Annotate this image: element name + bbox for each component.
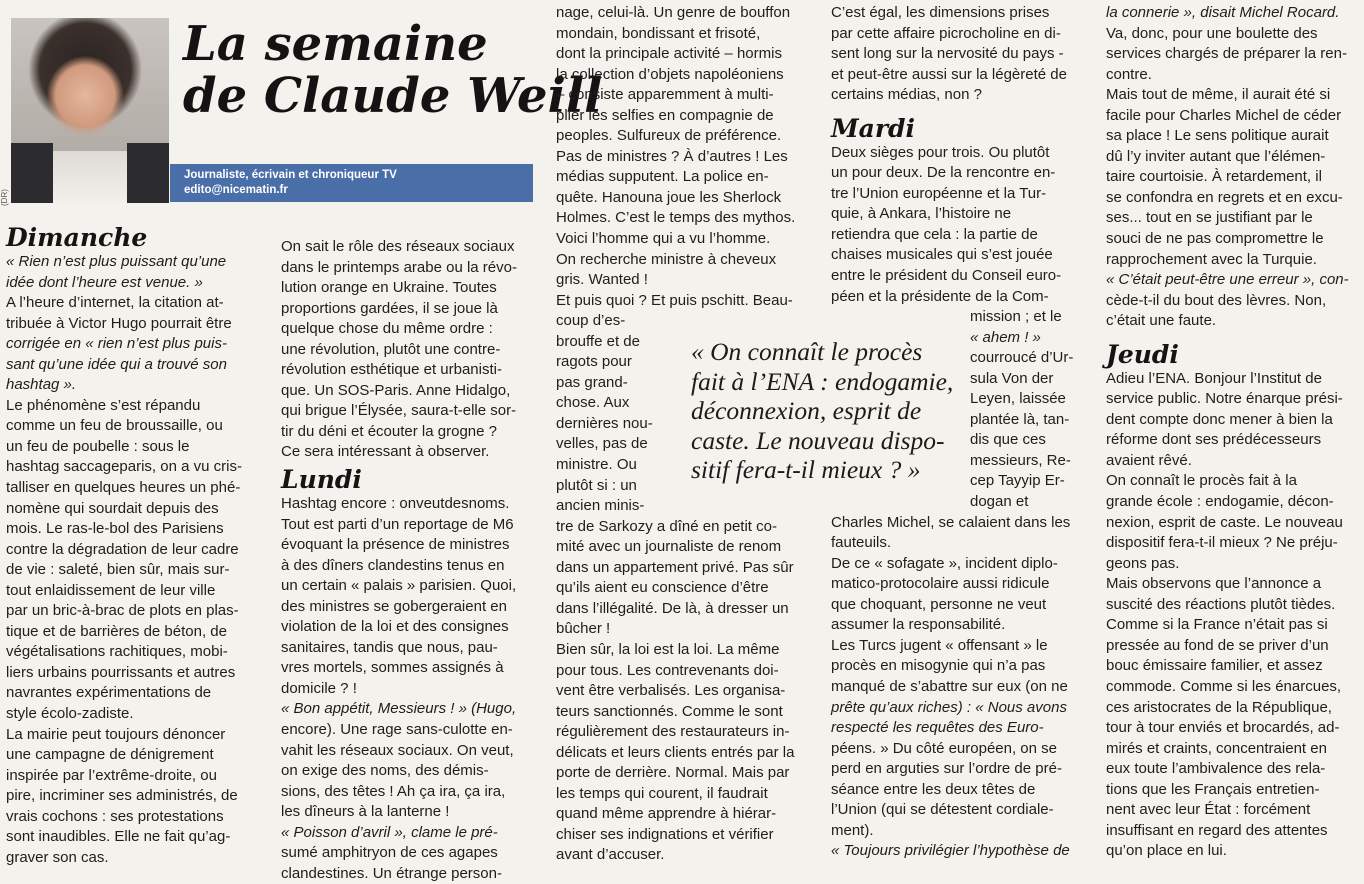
text-line: comme un feu de broussaille, ou xyxy=(6,417,223,435)
text-line: par un bric-à-brac de plots en plas- xyxy=(6,602,239,620)
text-line: fauteuils. xyxy=(831,534,892,552)
text-line: sula Von der xyxy=(970,369,1054,387)
text-line: c’était une faute. xyxy=(1106,312,1217,330)
text-line: velles, pas de xyxy=(556,435,648,453)
text-line: séance entre les deux têtes de xyxy=(831,780,1036,798)
text-line: plier les selfies en compagnie de xyxy=(556,106,774,124)
text-line: tique et de barrières de béton, de xyxy=(6,622,227,640)
text-line: régulièrement des restaurateurs in- xyxy=(556,723,790,741)
text-line: « Poisson d’avril », clame le pré- xyxy=(281,823,498,841)
text-line: « C’était peut-être une erreur », con- xyxy=(1106,271,1349,289)
text-line: se confondra en regrets et en excu- xyxy=(1106,188,1343,206)
text-line: entre le président du Conseil euro- xyxy=(831,267,1062,285)
text-line: pire, incriminer ses administrés, de xyxy=(6,787,238,805)
text-line: médias supputent. La police en- xyxy=(556,168,769,186)
text-line: une révolution, plutôt une contre- xyxy=(281,340,501,358)
text-line: Charles Michel, se calaient dans les xyxy=(831,513,1071,531)
text-line: Adieu l’ENA. Bonjour l’Institut de xyxy=(1106,369,1322,387)
text-line: respecté les requêtes des Euro- xyxy=(831,719,1044,737)
text-line: insuffisant en regard des attentes xyxy=(1106,821,1328,839)
byline-bar xyxy=(170,164,533,202)
text-line: caste. Le nouveau dispo- xyxy=(691,425,945,455)
text-line: ment). xyxy=(831,821,874,839)
text-line: vrais cochons : ses protestations xyxy=(6,807,224,825)
text-line: facile pour Charles Michel de céder xyxy=(1106,106,1342,124)
text-line: réforme dont ses prédécesseurs xyxy=(1106,431,1322,449)
text-line: nexion, esprit de caste. Le nouveau xyxy=(1106,513,1343,531)
text-line: mirés et craints, concentraient en xyxy=(1106,739,1327,757)
text-line: hashtag saccageparis, on a vu cris- xyxy=(6,458,242,476)
text-line: nomène qui sourdait depuis des xyxy=(6,499,219,517)
text-line: et peut-être aussi sur la légèreté de xyxy=(831,65,1067,83)
text-line: la connerie », disait Michel Rocard. xyxy=(1106,4,1340,21)
text-line: avaient rêvé. xyxy=(1106,451,1192,469)
text-line: fait à l’ENA : endogamie, xyxy=(691,366,954,396)
text-line: de vie : saleté, bien sûr, mais sur- xyxy=(6,561,230,579)
text-line: contre la dégradation de leur cadre xyxy=(6,540,239,558)
text-line: Et puis quoi ? Et puis pschitt. Beau- xyxy=(556,291,793,309)
text-line: souci de ne pas compromettre le xyxy=(1106,230,1324,248)
text-line: manqué de s’abattre sur eux (on ne xyxy=(831,677,1068,695)
text-line: messieurs, Re- xyxy=(970,451,1071,469)
text-line: sa place ! Le sens politique aurait xyxy=(1106,127,1329,145)
text-line: dent compte donc mener à bien la xyxy=(1106,410,1333,428)
column-lundi xyxy=(281,237,543,884)
text-line: à des dîners clandestins tenus en xyxy=(281,556,505,574)
text-line: avant d’accuser. xyxy=(556,846,665,864)
text-line: Comme si la France n’était pas si xyxy=(1106,616,1328,634)
text-line: Pas de ministres ? À d’autres ! Les xyxy=(556,147,788,165)
text-line: proportions gardées, il se joue là xyxy=(281,299,498,317)
text-line: vent être verbalisés. Les organisa- xyxy=(556,682,786,700)
text-line: péens. » Du côté européen, on se xyxy=(831,739,1057,757)
text-line: qu’ils aient eu conscience d’être xyxy=(556,579,769,597)
text-line: graver son cas. xyxy=(6,848,109,866)
text-line: talliser en quelques heures un phé- xyxy=(6,479,241,497)
text-line: corrigée en « rien n’est plus puis- xyxy=(6,335,227,353)
text-line: péen et la présidente de la Com- xyxy=(831,287,1049,305)
text-line: commode. Comme si les énarcues, xyxy=(1106,677,1342,695)
text-line: Mais tout de même, il aurait été si xyxy=(1106,86,1331,104)
text-line: par cette affaire picrocholine en di- xyxy=(831,24,1061,42)
text-line: idée dont l’heure est venue. » xyxy=(6,273,203,291)
text-line: cède-t-il du bout des lèvres. Non, xyxy=(1106,291,1327,309)
text-line: la collection d’objets napoléoniens xyxy=(556,65,784,83)
text-line: « ahem ! » xyxy=(970,328,1041,346)
title-line-2: de Claude Weill xyxy=(183,68,603,124)
text-line: mois. Le ras-le-bol des Parisiens xyxy=(6,520,224,538)
text-line: sant qu’une idée qui a trouvé son xyxy=(6,355,227,373)
text-line: hashtag ». xyxy=(6,376,77,394)
byline-email: edito@nicematin.fr xyxy=(184,184,288,196)
text-line: un certain « palais » parisien. Quoi, xyxy=(281,577,517,595)
column-mardi xyxy=(831,3,1093,862)
text-line: encore). Une rage sans-culotte en- xyxy=(281,721,513,739)
text-line: rapprochement avec la Turquie. xyxy=(1106,250,1317,268)
text-line: Le phénomène s’est répandu xyxy=(6,396,201,414)
text-line: sitif fera-t-il mieux ? » xyxy=(691,455,921,484)
text-line: chiser ses indignations et vérifier xyxy=(556,825,774,843)
text-line: violation de la loi et des consignes xyxy=(281,618,509,636)
text-line: chaises musicales qui s’est jouée xyxy=(831,246,1053,264)
text-line: une campagne de dénigrement xyxy=(6,746,214,764)
text-line: certains médias, non ? xyxy=(831,86,982,104)
text-line: vres mortels, sommes assignés à xyxy=(281,659,504,677)
text-line: un feu de poubelle : sous le xyxy=(6,437,190,455)
text-line: Bien sûr, la loi est la loi. La même xyxy=(556,640,780,658)
text-line: quie, à Ankara, l’histoire ne xyxy=(831,205,1012,223)
text-line: courroucé d’Ur- xyxy=(970,349,1074,367)
byline-role: Journaliste, écrivain et chroniqueur TV xyxy=(184,169,397,181)
text-line: contre. xyxy=(1106,65,1152,83)
text-line: dans un appartement privé. Pas sûr xyxy=(556,558,794,576)
text-line: inspirée par l’extrême-droite, ou xyxy=(6,766,217,784)
text-line: brouffe et de xyxy=(556,332,640,350)
text-line: Les Turcs jugent « offensant » le xyxy=(831,636,1048,654)
text-line: gris. Wanted ! xyxy=(556,271,648,289)
text-line: des ministres se gobergeraient en xyxy=(281,597,507,615)
text-line: tre l’Union européenne et la Tur- xyxy=(831,184,1047,202)
text-line: bouc émissaire familier, et assez xyxy=(1106,657,1323,675)
text-line: plutôt si : un xyxy=(556,476,637,494)
text-line: dans le printemps arabe ou la révo- xyxy=(281,258,517,276)
author-photo xyxy=(11,18,169,203)
text-line: dispositif fera-t-il mieux ? Ne préju- xyxy=(1106,534,1338,552)
heading-jeudi: Jeudi xyxy=(1106,339,1179,369)
text-line: tir du déni et écouter la grogne ? xyxy=(281,422,497,440)
text-line: que choquant, personne ne veut xyxy=(831,595,1047,613)
text-line: dans l’illégalité. De là, à dresser un xyxy=(556,599,789,617)
text-line: porte de derrière. Normal. Mais par xyxy=(556,764,790,782)
text-line: assumer la responsabilité. xyxy=(831,616,1006,634)
text-line: procès en misogynie qui n’a pas xyxy=(831,657,1046,675)
text-line: retiendra que cela : la partie de xyxy=(831,225,1038,243)
text-line: C’est égal, les dimensions prises xyxy=(831,4,1050,21)
text-line: Voici l’homme qui a vu l’homme. xyxy=(556,230,771,248)
text-line: matico-protocolaire aussi ridicule xyxy=(831,575,1050,593)
text-line: quête. Hanouna joue les Sherlock xyxy=(556,188,782,206)
text-line: sent long sur la nervosité du pays - xyxy=(831,45,1064,63)
text-line: « On connaît le procès xyxy=(691,337,923,366)
text-line: dogan et xyxy=(970,493,1029,511)
text-line: dernières nou- xyxy=(556,414,653,432)
text-line: prête qu’aux riches) : « Nous avons xyxy=(831,698,1067,716)
text-line: liers urbains pourrissants et autres xyxy=(6,663,236,681)
text-line: sions, des têtes ! Ah ça ira, ça ira, xyxy=(281,782,506,800)
text-line: Holmes. C’est le temps des mythos. xyxy=(556,209,796,227)
text-line: ces aristocrates de la République, xyxy=(1106,698,1332,716)
text-line: mité avec un journaliste de renom xyxy=(556,538,782,556)
text-line: vahit les réseaux sociaux. On veut, xyxy=(281,741,514,759)
text-line: Leyen, laissée xyxy=(970,390,1066,408)
text-line: délicats et leurs clients entrés par la xyxy=(556,743,795,761)
text-line: dis que ces xyxy=(970,431,1046,449)
text-line: Mais observons que l’annonce a xyxy=(1106,575,1322,593)
text-line: dont la principale activité – hormis xyxy=(556,45,782,63)
text-line: services chargés de préparer la ren- xyxy=(1106,45,1347,63)
text-line: un pour deux. De la rencontre en- xyxy=(831,164,1056,182)
column-jeudi xyxy=(1106,3,1362,862)
text-line: que. Un SOS-Paris. Anne Hidalgo, xyxy=(281,381,511,399)
text-line: tre de Sarkozy a dîné en petit co- xyxy=(556,517,777,535)
text-line: mondain, bondissant et frisoté, xyxy=(556,24,761,42)
text-line: évoquant la présence de ministres xyxy=(281,536,510,554)
text-line: tour à tour enviés et brocardés, ad- xyxy=(1106,719,1340,737)
text-line: dû l’y inviter autant que l’élémen- xyxy=(1106,147,1326,165)
heading-lundi: Lundi xyxy=(281,465,362,495)
text-line: – consiste apparemment à multi- xyxy=(556,86,774,104)
text-line: tions que les Français entretien- xyxy=(1106,780,1320,798)
text-line: Hashtag encore : onveutdesnoms. xyxy=(281,495,510,513)
text-line: « Rien n’est plus puissant qu’une xyxy=(6,253,227,270)
text-line: sanitaires, tandis que nous, pau- xyxy=(281,638,498,656)
text-line: nage, celui-là. Un genre de bouffon xyxy=(556,4,791,21)
photo-credit: (DR) xyxy=(0,189,9,206)
column-dimanche xyxy=(6,224,268,868)
text-line: service public. Notre énarque prési- xyxy=(1106,390,1343,408)
text-line: On connaît le procès fait à la xyxy=(1106,472,1297,490)
text-line: Va, donc, pour une boulette des xyxy=(1106,24,1318,42)
text-line: navrantes expérimentations de xyxy=(6,684,212,702)
text-line: ses... tout en se justifiant par le xyxy=(1106,209,1313,227)
text-line: coup d’es- xyxy=(556,312,626,330)
text-line: A l’heure d’internet, la citation at- xyxy=(6,294,224,312)
text-line: peoples. Sulfureux de préférence. xyxy=(556,127,782,145)
column-title xyxy=(183,16,603,124)
text-line: les dîneurs à la lanterne ! xyxy=(281,803,450,821)
text-line: eux toute l’ambivalence des rela- xyxy=(1106,760,1326,778)
text-line: Ce sera intéressant à observer. xyxy=(281,443,490,461)
text-line: qui brigue l’Élysée, saura-t-elle sor- xyxy=(281,402,517,420)
text-line: plantée là, tan- xyxy=(970,410,1070,428)
text-line: Tout est parti d’un reportage de M6 xyxy=(281,515,514,533)
text-line: bûcher ! xyxy=(556,620,611,638)
text-line: qu’on place en lui. xyxy=(1106,842,1227,860)
text-line: pressée au fond de se priver d’un xyxy=(1106,636,1329,654)
text-line: quand même apprendre à hiérar- xyxy=(556,805,777,823)
text-line: « Bon appétit, Messieurs ! » (Hugo, xyxy=(281,700,517,718)
text-line: On sait le rôle des réseaux sociaux xyxy=(281,238,515,255)
text-line: révolution esthétique et urbanisti- xyxy=(281,361,502,379)
text-line: ancien minis- xyxy=(556,497,645,515)
text-line: cep Tayyip Er- xyxy=(970,472,1065,490)
text-line: clandestines. Un étrange person- xyxy=(281,864,502,882)
text-line: sont inaudibles. Elle ne fait qu’ag- xyxy=(6,828,231,846)
text-line: lution orange en Ukraine. Toutes xyxy=(281,279,497,297)
text-line: ragots pour xyxy=(556,353,632,371)
text-line: chose. Aux xyxy=(556,394,630,412)
text-line: grande école : endogamie, décon- xyxy=(1106,493,1334,511)
text-line: l’Union (qui se détestent cordiale- xyxy=(831,801,1054,819)
text-line: on exige des noms, des démis- xyxy=(281,762,489,780)
text-line: végétalisations rachitiques, mobi- xyxy=(6,643,228,661)
text-line: les temps qui courent, il faudrait xyxy=(556,784,768,802)
heading-mardi: Mardi xyxy=(831,113,916,143)
title-line-1: La semaine xyxy=(183,16,488,72)
text-line: « Toujours privilégier l’hypothèse de xyxy=(831,842,1070,860)
text-line: nent avec leur État : forcément xyxy=(1106,801,1311,819)
text-line: On recherche ministre à cheveux xyxy=(556,250,777,268)
text-line: sumé amphitryon de ces agapes xyxy=(281,844,498,862)
text-line: pas grand- xyxy=(556,373,628,391)
text-line: suscité des réactions plutôt tièdes. xyxy=(1106,595,1336,613)
text-line: domicile ? ! xyxy=(281,679,357,697)
text-line: pour tous. Les contrevenants doi- xyxy=(556,661,779,679)
text-line: teurs sanctionnés. Comme le sont xyxy=(556,702,783,720)
text-line: déconnexion, esprit de xyxy=(691,396,922,425)
text-line: mission ; et le xyxy=(970,308,1062,326)
text-line: Deux sièges pour trois. Ou plutôt xyxy=(831,143,1050,161)
text-line: La mairie peut toujours dénoncer xyxy=(6,725,226,743)
text-line: geons pas. xyxy=(1106,554,1180,572)
text-line: tout enlaidissement de leur ville xyxy=(6,581,216,599)
text-line: quelque chose du même ordre : xyxy=(281,320,493,338)
text-line: style écolo-zadiste. xyxy=(6,705,134,723)
text-line: perd en arguties sur l’ordre de pré- xyxy=(831,760,1062,778)
text-line: taire courtoisie. À retardement, il xyxy=(1106,168,1322,186)
text-line: ministre. Ou xyxy=(556,456,637,474)
text-line: tribuée à Victor Hugo pourrait être xyxy=(6,314,232,332)
text-line: De ce « sofagate », incident diplo- xyxy=(831,554,1058,572)
heading-dimanche: Dimanche xyxy=(6,223,148,252)
